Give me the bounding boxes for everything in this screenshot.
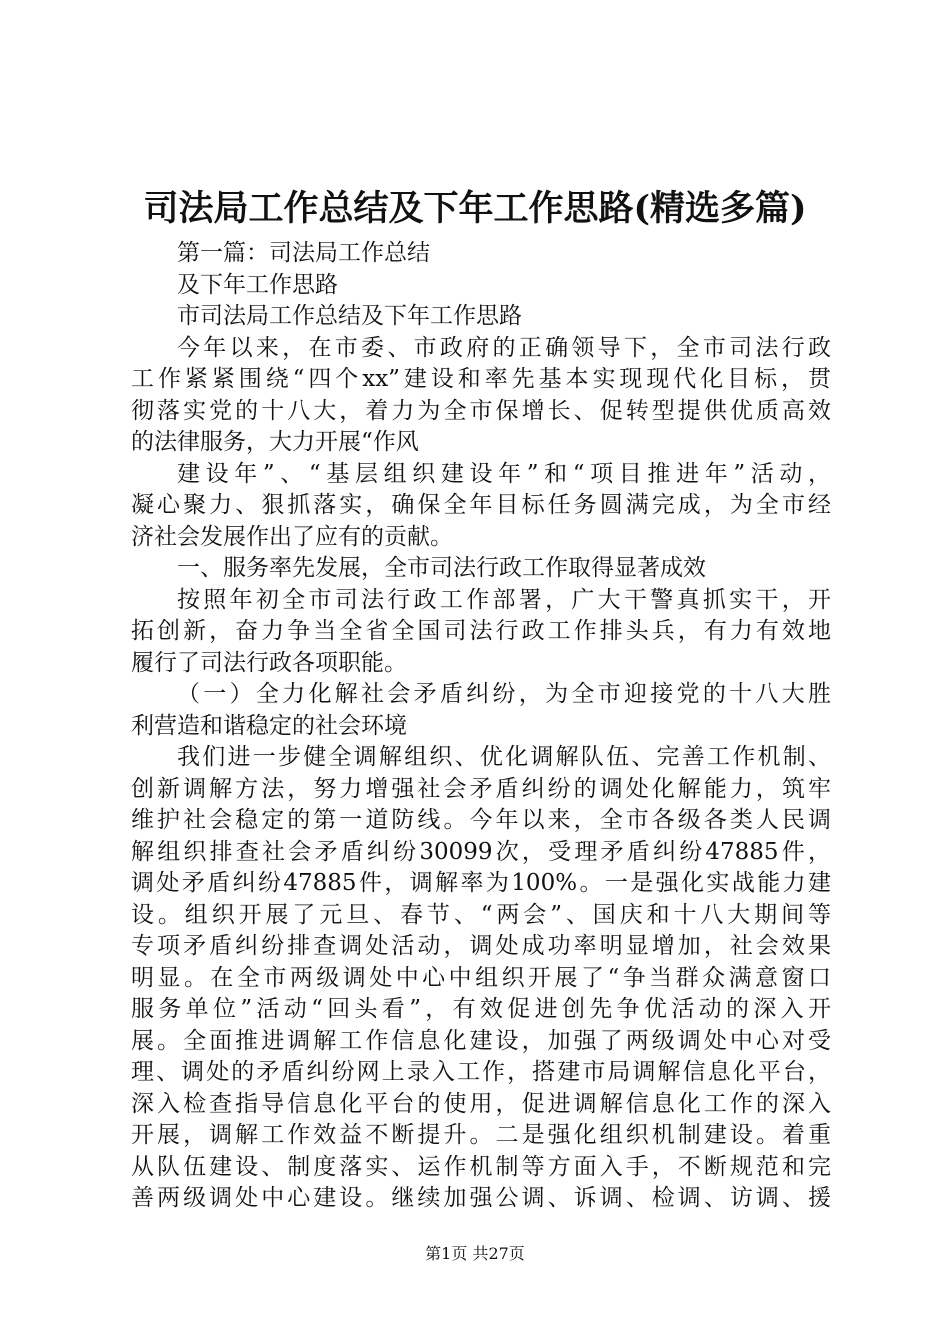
document-body [131, 238, 831, 1215]
paragraph-line: 第一篇：司法局工作总结 [177, 240, 430, 266]
paragraph-line: 的法律服务，大力开展“作风 [131, 429, 419, 455]
paragraph-line: 工作紧紧围绕“四个xx”建设和率先基本实现现代化目标，贯 [131, 366, 831, 392]
paragraph-line: 凝心聚力、狠抓落实，确保全年目标任务圆满完成，为全市经 [131, 492, 831, 518]
paragraph-line: 履行了司法行政各项职能。 [131, 649, 407, 676]
paragraph-line: 一、服务率先发展，全市司法行政工作取得显著成效 [177, 555, 706, 581]
paragraph-line: 服务单位”活动“回头看”，有效促进创先争优活动的深入开 [131, 996, 831, 1022]
paragraph-line: 利营造和谐稳定的社会环境 [131, 712, 407, 739]
paragraph-line: 展。全面推进调解工作信息化建设，加强了两级调处中心对受 [131, 1027, 831, 1054]
paragraph-line: 解组织排查社会矛盾纠纷30099次，受理矛盾纠纷47885件， [131, 838, 831, 865]
paragraph-line: 专项矛盾纠纷排查调处活动，调处成功率明显增加，社会效果 [131, 933, 831, 959]
paragraph-line: 建设年”、“基层组织建设年”和“项目推进年”活动， [177, 460, 831, 487]
paragraph-line: 按照年初全市司法行政工作部署，广大干警真抓实干，开 [177, 586, 831, 613]
paragraph-line: 创新调解方法，努力增强社会矛盾纠纷的调处化解能力，筑牢 [131, 775, 831, 802]
paragraph-line: 善两级调处中心建设。继续加强公调、诉调、检调、访调、援 [131, 1185, 831, 1211]
paragraph-line: （一）全力化解社会矛盾纠纷，为全市迎接党的十八大胜 [177, 681, 831, 707]
paragraph-line: 及下年工作思路 [177, 271, 338, 298]
paragraph-line: 济社会发展作出了应有的贡献。 [131, 523, 453, 550]
paragraph-line: 明显。在全市两级调处中心中组织开展了“争当群众满意窗口 [131, 964, 831, 991]
paragraph-line: 维护社会稳定的第一道防线。今年以来，全市各级各类人民调 [131, 807, 831, 833]
paragraph-line: 调处矛盾纠纷47885件，调解率为100%。一是强化实战能力建 [131, 870, 831, 896]
paragraph-line: 拓创新，奋力争当全省全国司法行政工作排头兵，有力有效地 [131, 618, 831, 644]
paragraph-line: 我们进一步健全调解组织、优化调解队伍、完善工作机制、 [177, 744, 831, 770]
paragraph-line: 设。组织开展了元旦、春节、“两会”、国庆和十八大期间等 [131, 901, 831, 928]
paragraph-line: 从队伍建设、制度落实、运作机制等方面入手，不断规范和完 [131, 1153, 831, 1180]
paragraph-line: 开展，调解工作效益不断提升。二是强化组织机制建设。着重 [131, 1122, 831, 1148]
paragraph-line: 今年以来，在市委、市政府的正确领导下，全市司法行政 [177, 334, 831, 361]
document-title: 司法局工作总结及下年工作思路(精选多篇) [143, 188, 807, 229]
paragraph-line: 深入检查指导信息化平台的使用，促进调解信息化工作的深入 [131, 1090, 831, 1117]
page-number-footer: 第1页 共27页 [425, 1244, 525, 1263]
paragraph-line: 彻落实党的十八大，着力为全市保增长、促转型提供优质高效 [131, 397, 831, 424]
paragraph-line: 理、调处的矛盾纠纷网上录入工作，搭建市局调解信息化平台， [131, 1059, 831, 1085]
paragraph-line: 市司法局工作总结及下年工作思路 [177, 303, 522, 329]
